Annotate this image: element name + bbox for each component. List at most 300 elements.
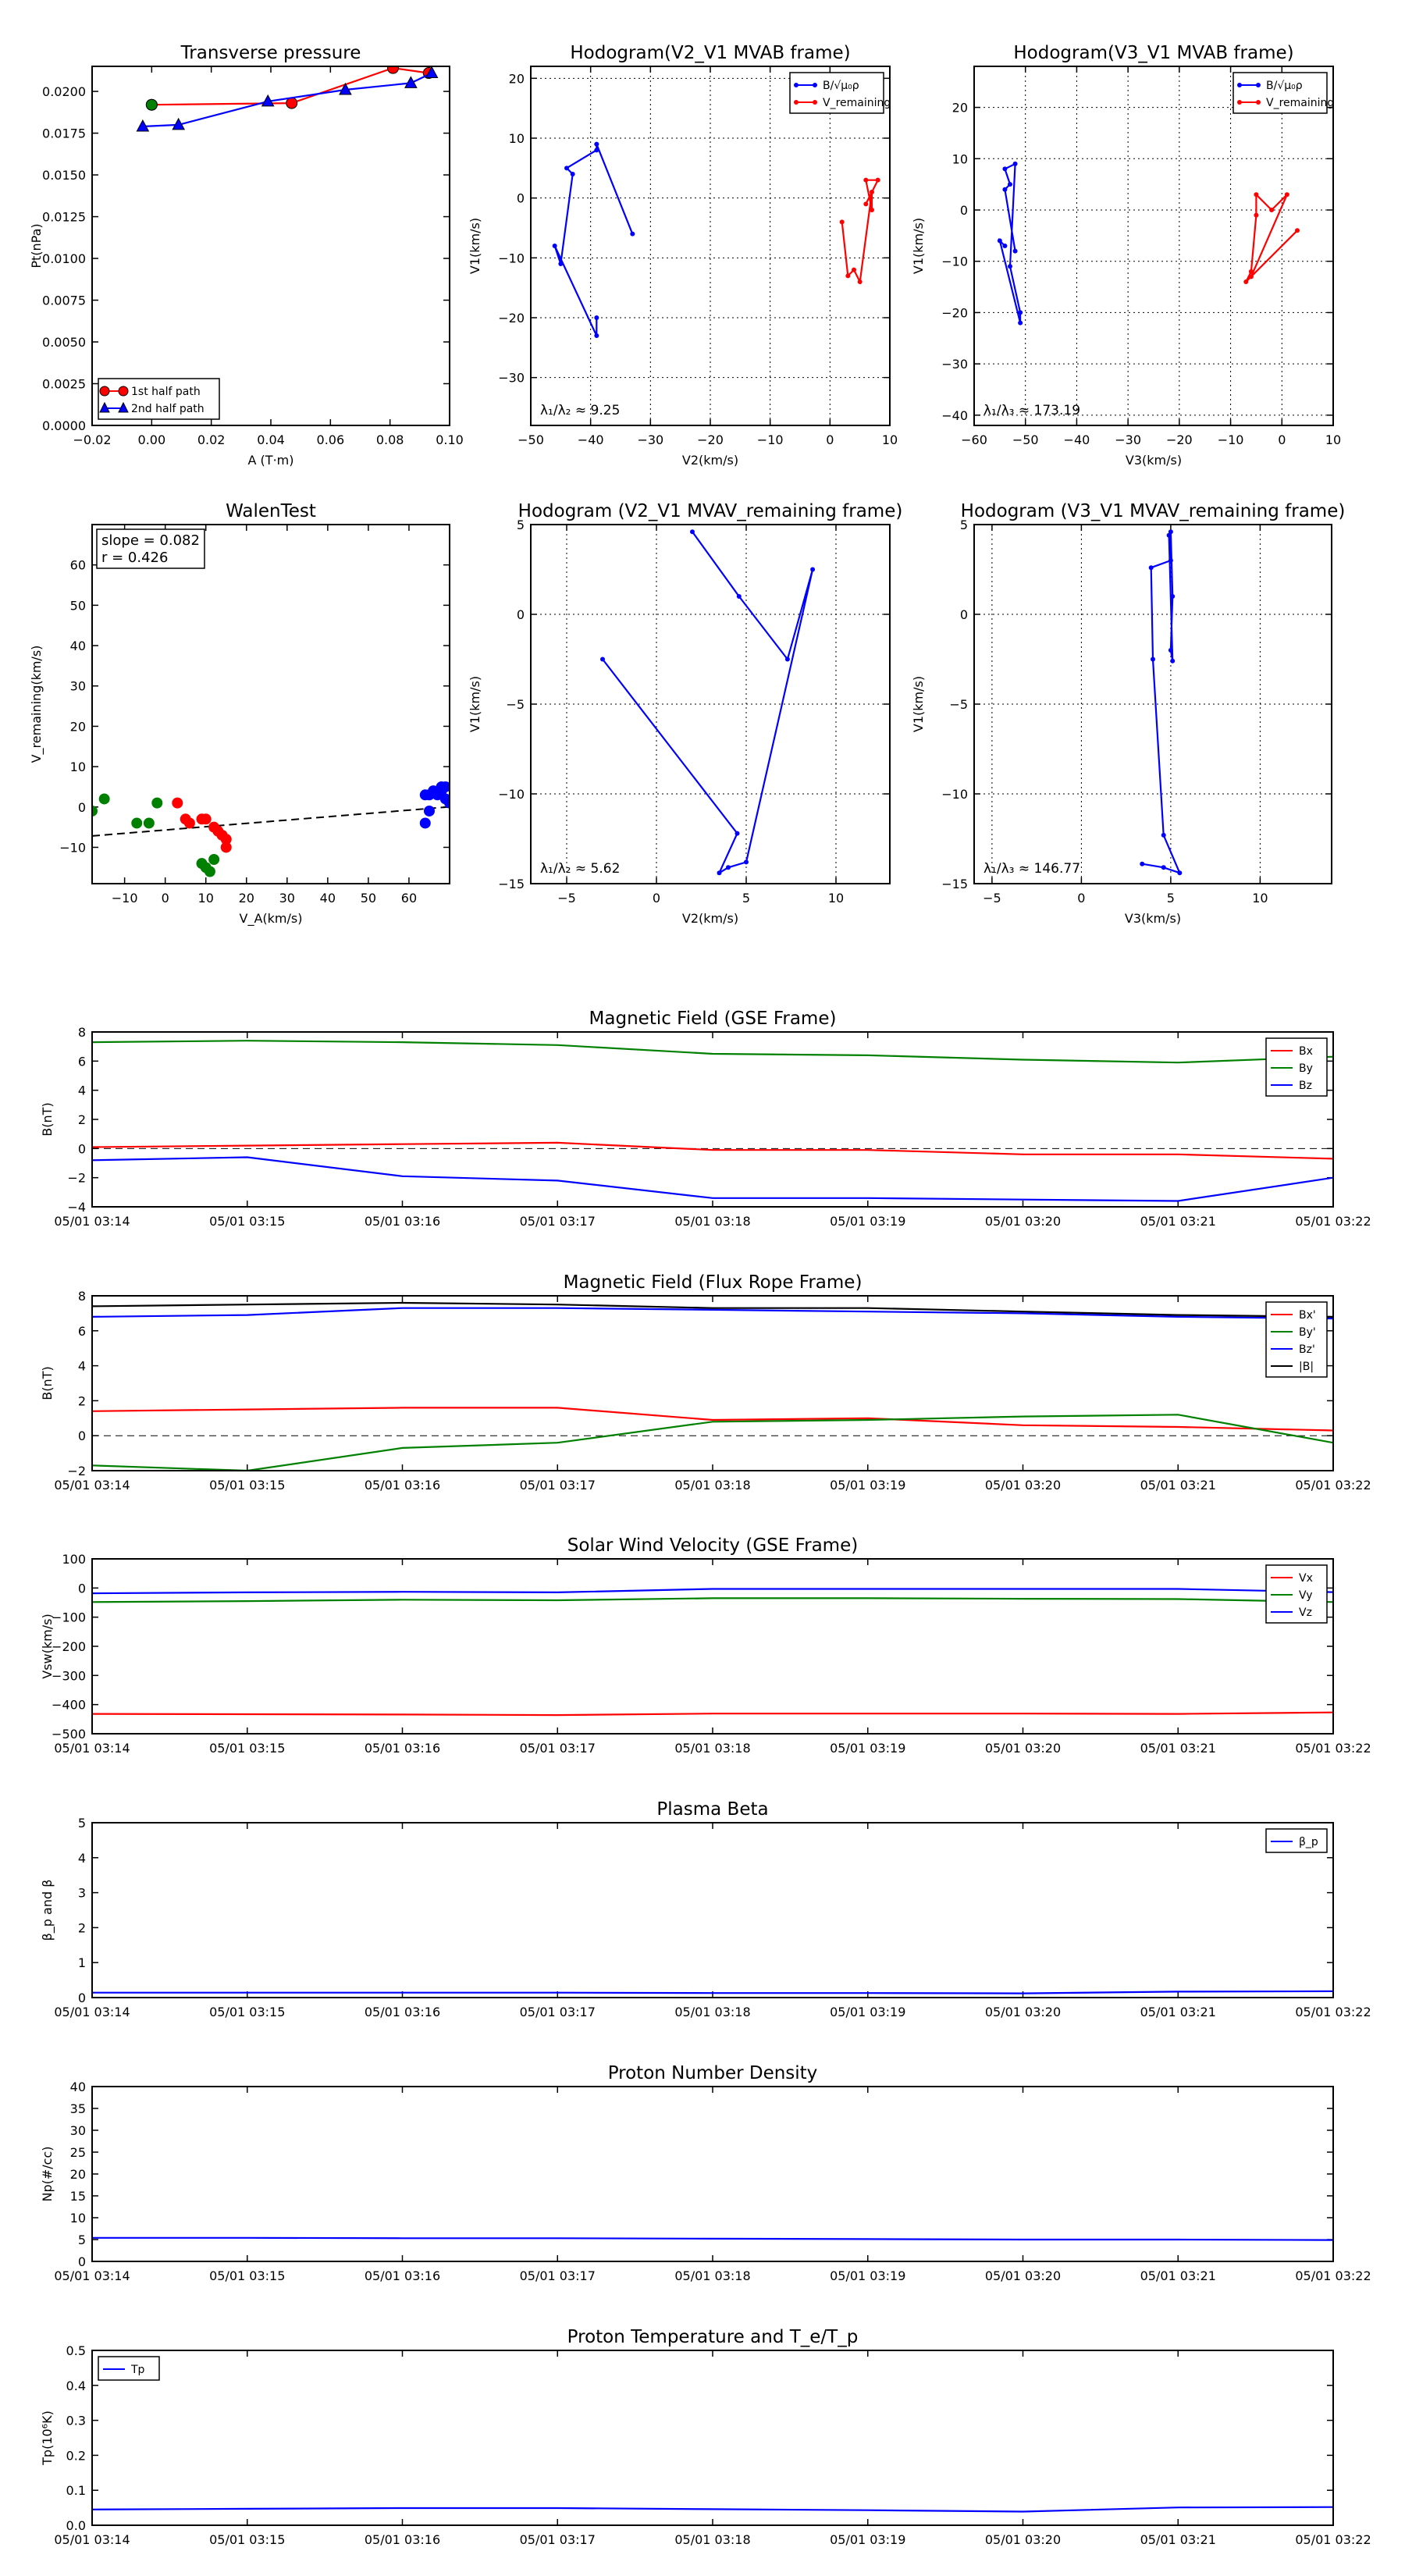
y-tick-label: 5 (77, 1816, 86, 1831)
x-tick-label: 05/01 03:15 (209, 1478, 286, 1493)
y-tick-label: 0.0025 (42, 376, 86, 392)
y-tick-label: −40 (941, 407, 968, 423)
y-axis-label: V1(km/s) (468, 675, 482, 733)
legend-label: Bx (1299, 1045, 1313, 1058)
plot-area (92, 2507, 1333, 2512)
data-point (405, 76, 417, 87)
x-tick-label: 05/01 03:19 (830, 2268, 906, 2283)
legend (1266, 1038, 1327, 1096)
data-point (132, 818, 142, 828)
plot-area (998, 162, 1300, 326)
legend-label: 2nd half path (131, 403, 205, 415)
y-tick-label: 0 (77, 1141, 86, 1157)
y-axis-label: Pt(nPa) (29, 223, 44, 269)
x-tick-label: −50 (518, 432, 544, 447)
y-tick-label: 0.1 (66, 2483, 86, 2499)
y-tick-label: −5 (949, 697, 968, 712)
data-point (845, 273, 850, 278)
x-tick-label: 05/01 03:15 (209, 1741, 286, 1756)
data-point (205, 866, 215, 877)
x-tick-label: −10 (111, 891, 138, 906)
x-tick-label: 0.10 (436, 432, 464, 447)
data-point (594, 315, 599, 320)
x-tick-label: 05/01 03:17 (519, 2532, 596, 2547)
data-point (1013, 162, 1018, 166)
data-point (1269, 208, 1274, 212)
data-point (1254, 213, 1258, 218)
y-axis-label: V1(km/s) (911, 675, 926, 733)
y-tick-label: 0 (959, 203, 968, 218)
data-point (630, 232, 635, 237)
x-tick-label: −10 (1217, 432, 1244, 447)
legend-marker (1256, 100, 1261, 105)
y-tick-label: 10 (951, 151, 968, 167)
plot-frame (92, 1296, 1333, 1471)
x-tick-label: 0.04 (257, 432, 285, 447)
x-tick-label: 05/01 03:14 (54, 2268, 130, 2283)
plot-frame (92, 1823, 1333, 1998)
data-point (1018, 310, 1023, 315)
data-point (1254, 192, 1258, 197)
legend (98, 379, 219, 419)
x-tick-label: 10 (197, 891, 214, 906)
data-point (863, 178, 868, 183)
data-point (717, 870, 722, 875)
x-tick-label: 05/01 03:21 (1140, 1478, 1216, 1493)
x-tick-label: 05/01 03:14 (54, 1478, 130, 1493)
legend-marker (794, 83, 799, 87)
series-line-0 (92, 1713, 1333, 1715)
y-tick-label: −10 (941, 254, 968, 269)
legend-label: V_remaining (823, 97, 891, 109)
y-tick-label: 0.0150 (42, 168, 86, 183)
y-tick-label: 3 (77, 1885, 86, 1901)
y-axis-label: B(nT) (40, 1102, 55, 1137)
legend-label: Bz (1299, 1080, 1312, 1092)
x-tick-label: −20 (697, 432, 724, 447)
y-tick-label: 0.0050 (42, 335, 86, 350)
x-tick-label: −5 (983, 891, 1001, 906)
x-tick-label: 05/01 03:16 (364, 2005, 441, 2019)
series-line-1 (842, 180, 878, 282)
series-line-0 (603, 532, 813, 873)
ratio-annotation: λ₁/λ₂ ≈ 5.62 (540, 861, 621, 877)
x-tick-label: 05/01 03:15 (209, 2005, 286, 2019)
x-tick-label: 10 (1252, 891, 1268, 906)
y-tick-label: 40 (69, 2080, 86, 2094)
x-tick-label: 0.00 (137, 432, 166, 447)
data-point (1177, 870, 1182, 875)
y-axis-label: B(nT) (40, 1366, 55, 1400)
x-tick-label: 05/01 03:17 (519, 1478, 596, 1493)
x-tick-label: 0 (652, 891, 661, 906)
x-tick-label: 05/01 03:21 (1140, 1741, 1216, 1756)
chart-11 (40, 2327, 1371, 2547)
data-point (870, 190, 874, 194)
chart-title: Plasma Beta (656, 1799, 769, 1820)
series-line-2 (92, 1158, 1333, 1201)
y-tick-label: 4 (77, 1358, 86, 1374)
legend-label: Vz (1299, 1606, 1312, 1619)
chart-6 (40, 1009, 1371, 1229)
data-point (690, 529, 695, 534)
legend-label: Bz' (1299, 1343, 1315, 1356)
y-tick-label: 0 (516, 190, 525, 206)
data-point (1168, 648, 1173, 653)
series-line-1 (92, 1598, 1333, 1602)
y-tick-label: −10 (498, 787, 525, 802)
x-tick-label: 40 (319, 891, 336, 906)
y-axis-label: Np(#/cc) (40, 2146, 55, 2202)
y-tick-label: 0.0125 (42, 209, 86, 225)
data-point (744, 859, 749, 864)
plot-frame (92, 66, 450, 425)
x-tick-label: 30 (279, 891, 295, 906)
chart-1 (468, 43, 898, 468)
y-axis-label: V1(km/s) (468, 217, 482, 275)
y-tick-label: 0 (77, 799, 86, 815)
data-point (1170, 659, 1175, 664)
legend-marker (1256, 83, 1261, 87)
legend (98, 2357, 159, 2380)
x-axis-label: V2(km/s) (681, 453, 739, 468)
y-tick-label: −5 (506, 697, 525, 712)
y-tick-label: 0 (77, 2254, 86, 2269)
x-tick-label: 0 (826, 432, 834, 447)
y-tick-label: 100 (62, 1552, 86, 1567)
legend (1233, 73, 1334, 113)
x-tick-label: 05/01 03:16 (364, 2268, 441, 2283)
y-tick-label: 0.0 (66, 2518, 86, 2533)
y-tick-label: 10 (69, 760, 86, 775)
data-point (876, 178, 880, 183)
x-tick-label: 05/01 03:14 (54, 1214, 130, 1229)
data-point (184, 818, 194, 828)
plot-area (92, 1589, 1333, 1716)
data-point (737, 594, 742, 599)
x-tick-label: 0 (161, 891, 169, 906)
x-tick-label: 05/01 03:20 (984, 2005, 1062, 2019)
x-tick-label: 0.02 (197, 432, 226, 447)
x-tick-label: −20 (1165, 432, 1193, 447)
data-point (420, 818, 430, 828)
data-point (1295, 228, 1300, 233)
data-point (209, 854, 219, 864)
data-point (863, 201, 868, 206)
x-tick-label: 05/01 03:19 (830, 1741, 906, 1756)
y-tick-label: 2 (77, 1112, 86, 1127)
legend-label: By' (1299, 1326, 1316, 1339)
series-line-0 (1000, 164, 1020, 323)
y-tick-label: 40 (69, 639, 86, 654)
x-tick-label: 05/01 03:14 (54, 2532, 130, 2547)
data-point (1002, 166, 1007, 171)
data-point (173, 798, 183, 808)
data-point (387, 62, 398, 73)
x-axis-label: V3(km/s) (1125, 453, 1183, 468)
chart-4 (468, 501, 902, 926)
y-tick-label: 35 (69, 2101, 86, 2116)
ratio-annotation: λ₁/λ₂ ≈ 9.25 (540, 403, 621, 418)
x-tick-label: −40 (1063, 432, 1090, 447)
y-tick-label: 0.0100 (42, 251, 86, 267)
y-tick-label: 20 (69, 2167, 86, 2182)
plot-area (553, 142, 880, 338)
x-tick-label: 50 (360, 891, 377, 906)
y-axis-label: V_remaining(km/s) (29, 645, 44, 763)
x-axis-label: A (T·m) (247, 453, 294, 468)
y-axis-label: V1(km/s) (911, 217, 926, 275)
plot-area (92, 1041, 1333, 1201)
y-tick-label: −10 (59, 840, 86, 856)
data-point (558, 262, 563, 266)
legend-marker (1237, 83, 1242, 87)
x-tick-label: 05/01 03:18 (674, 1741, 751, 1756)
plot-area (1140, 529, 1182, 875)
x-axis-label: V3(km/s) (1124, 911, 1182, 926)
data-point (564, 165, 569, 170)
y-tick-label: −200 (52, 1639, 86, 1654)
annotation-line: slope = 0.082 (101, 532, 200, 549)
chart-9 (40, 1799, 1371, 2019)
data-point (1008, 182, 1012, 187)
series-line-0 (92, 2238, 1333, 2240)
chart-title: Hodogram(V2_V1 MVAB frame) (570, 43, 851, 63)
x-axis-label: V_A(km/s) (239, 911, 303, 926)
legend (1266, 1302, 1327, 1377)
y-tick-label: −100 (52, 1610, 86, 1625)
y-tick-label: −15 (941, 877, 968, 891)
chart-7 (40, 1272, 1371, 1493)
y-tick-label: 20 (69, 719, 86, 735)
chart-title: WalenTest (226, 501, 316, 521)
data-point (1167, 533, 1172, 538)
y-tick-label: 0.4 (66, 2378, 86, 2393)
x-tick-label: 05/01 03:14 (54, 1741, 130, 1756)
plot-area (600, 529, 815, 875)
x-tick-label: −50 (1012, 432, 1039, 447)
x-tick-label: 0.08 (375, 432, 404, 447)
data-point (1249, 269, 1254, 274)
data-point (99, 794, 109, 804)
y-tick-label: −400 (52, 1697, 86, 1713)
legend-label: B/√μ₀ρ (1266, 80, 1303, 92)
x-tick-label: 05/01 03:18 (674, 2532, 751, 2547)
legend-label: Bx' (1299, 1309, 1316, 1322)
legend-marker (794, 100, 799, 105)
y-tick-label: 4 (77, 1850, 86, 1866)
y-tick-label: 5 (959, 518, 968, 532)
y-tick-label: 1 (77, 1955, 86, 1971)
ratio-annotation: λ₁/λ₃ ≈ 146.77 (984, 861, 1081, 877)
legend-marker (100, 386, 109, 396)
plot-area (87, 781, 455, 877)
y-tick-label: 0.3 (66, 2413, 86, 2428)
x-tick-label: 05/01 03:22 (1295, 2268, 1371, 2283)
y-axis-label: Tp(10⁶K) (40, 2411, 55, 2465)
data-point (1170, 594, 1175, 599)
x-tick-label: 10 (1325, 432, 1342, 447)
data-point (146, 99, 157, 110)
x-tick-label: 05/01 03:19 (830, 2532, 906, 2547)
y-tick-label: 10 (508, 131, 525, 146)
y-tick-label: 0.0075 (42, 293, 86, 308)
chart-5 (911, 501, 1345, 926)
series-line-0 (92, 1143, 1333, 1159)
legend-label: β_p (1299, 1836, 1318, 1848)
plot-frame (92, 2350, 1333, 2525)
x-tick-label: 05/01 03:20 (984, 1478, 1062, 1493)
chart-title: Magnetic Field (Flux Rope Frame) (563, 1272, 863, 1293)
x-tick-label: 60 (400, 891, 418, 906)
legend-marker (813, 100, 817, 105)
x-tick-label: 05/01 03:22 (1295, 1214, 1371, 1229)
y-tick-label: −500 (52, 1727, 86, 1742)
x-tick-label: −30 (637, 432, 664, 447)
x-tick-label: 05/01 03:20 (984, 2532, 1062, 2547)
y-tick-label: 60 (69, 557, 86, 573)
data-point (1018, 321, 1023, 326)
legend (790, 73, 891, 113)
chart-10 (40, 2063, 1371, 2283)
x-tick-label: 05/01 03:19 (830, 2005, 906, 2019)
data-point (594, 148, 599, 152)
y-axis-label: Vsw(km/s) (40, 1614, 55, 1679)
data-point (201, 814, 211, 824)
data-point (810, 568, 815, 572)
x-tick-label: 05/01 03:21 (1140, 2268, 1216, 2283)
legend (1266, 1829, 1327, 1852)
x-tick-label: 05/01 03:16 (364, 1741, 441, 1756)
plot-frame (92, 1032, 1333, 1207)
series-line-2 (92, 1589, 1333, 1594)
legend-label: |B| (1299, 1361, 1314, 1373)
data-point (1013, 249, 1018, 254)
data-point (594, 142, 599, 147)
legend (1266, 1565, 1327, 1623)
y-tick-label: 0 (77, 1581, 86, 1596)
series-line-0 (92, 1407, 1333, 1430)
x-tick-label: 05/01 03:22 (1295, 1478, 1371, 1493)
legend-label: Vy (1299, 1589, 1313, 1602)
y-tick-label: 2 (77, 1393, 86, 1409)
y-tick-label: 20 (508, 71, 525, 87)
y-tick-label: 0.2 (66, 2448, 86, 2464)
data-point (1149, 565, 1154, 570)
data-point (1002, 187, 1007, 192)
y-tick-label: −20 (498, 311, 525, 326)
x-tick-label: 05/01 03:22 (1295, 1741, 1371, 1756)
x-tick-label: 05/01 03:15 (209, 2532, 286, 2547)
x-tick-label: 05/01 03:17 (519, 2268, 596, 2283)
chart-title: Hodogram(V3_V1 MVAB frame) (1013, 43, 1294, 63)
y-tick-label: −10 (941, 787, 968, 802)
x-tick-label: 05/01 03:17 (519, 2005, 596, 2019)
y-tick-label: 15 (69, 2189, 86, 2204)
chart-2 (911, 43, 1341, 468)
x-tick-label: 05/01 03:18 (674, 2268, 751, 2283)
y-tick-label: −10 (498, 251, 525, 266)
data-point (852, 268, 856, 272)
plot-area (92, 1303, 1333, 1471)
plot-frame (92, 1559, 1333, 1734)
y-tick-label: 10 (69, 2211, 86, 2226)
x-tick-label: 05/01 03:21 (1140, 2005, 1216, 2019)
x-tick-label: 5 (742, 891, 751, 906)
legend-label: By (1299, 1062, 1313, 1075)
y-tick-label: 0.0175 (42, 126, 86, 141)
y-tick-label: 5 (516, 518, 525, 532)
x-tick-label: 05/01 03:19 (830, 1214, 906, 1229)
data-point (1243, 279, 1248, 284)
x-tick-label: 05/01 03:15 (209, 2268, 286, 2283)
x-tick-label: −0.02 (73, 432, 112, 447)
y-tick-label: 4 (77, 1083, 86, 1098)
data-point (1285, 192, 1289, 197)
y-axis-label: β_p and β (40, 1879, 55, 1941)
y-tick-label: 0.5 (66, 2343, 86, 2358)
data-point (726, 865, 731, 870)
data-point (1002, 244, 1007, 248)
plot-frame (974, 66, 1333, 425)
data-point (1140, 862, 1144, 866)
x-tick-label: 05/01 03:20 (984, 1741, 1062, 1756)
data-point (858, 279, 863, 284)
data-point (221, 842, 231, 852)
data-point (785, 657, 790, 662)
x-tick-label: 05/01 03:16 (364, 1214, 441, 1229)
chart-title: Magnetic Field (GSE Frame) (589, 1009, 837, 1029)
data-point (1249, 274, 1254, 279)
data-point (571, 172, 575, 176)
data-point (1161, 833, 1166, 838)
y-tick-label: 25 (69, 2145, 86, 2160)
x-axis-label: V2(km/s) (681, 911, 739, 926)
legend-label: 1st half path (131, 386, 201, 398)
legend-marker (813, 83, 817, 87)
data-point (1161, 865, 1166, 870)
data-point (553, 244, 557, 248)
y-tick-label: 50 (69, 598, 86, 614)
y-tick-label: −300 (52, 1668, 86, 1684)
x-tick-label: 05/01 03:22 (1295, 2005, 1371, 2019)
chart-title: Transverse pressure (180, 43, 361, 63)
x-tick-label: 05/01 03:21 (1140, 2532, 1216, 2547)
plot-area (92, 2238, 1333, 2240)
y-tick-label: 5 (77, 2233, 86, 2247)
y-tick-label: 8 (77, 1025, 86, 1040)
y-tick-label: −4 (67, 1200, 86, 1215)
chart-title: Solar Wind Velocity (GSE Frame) (567, 1535, 859, 1556)
y-tick-label: 30 (69, 678, 86, 694)
x-tick-label: 10 (881, 432, 898, 447)
y-tick-label: 2 (77, 1920, 86, 1936)
x-tick-label: −10 (756, 432, 784, 447)
data-point (1008, 264, 1012, 269)
plot-area (137, 62, 437, 131)
legend-marker (1237, 100, 1242, 105)
data-point (286, 98, 297, 109)
data-point (998, 238, 1002, 243)
y-tick-label: 0.0200 (42, 84, 86, 100)
x-tick-label: 05/01 03:18 (674, 1214, 751, 1229)
chart-3 (29, 501, 455, 927)
series-line-2 (92, 1308, 1333, 1318)
x-tick-label: −5 (557, 891, 576, 906)
x-tick-label: 0 (1077, 891, 1086, 906)
data-point (424, 806, 434, 816)
y-tick-label: −2 (67, 1464, 86, 1478)
